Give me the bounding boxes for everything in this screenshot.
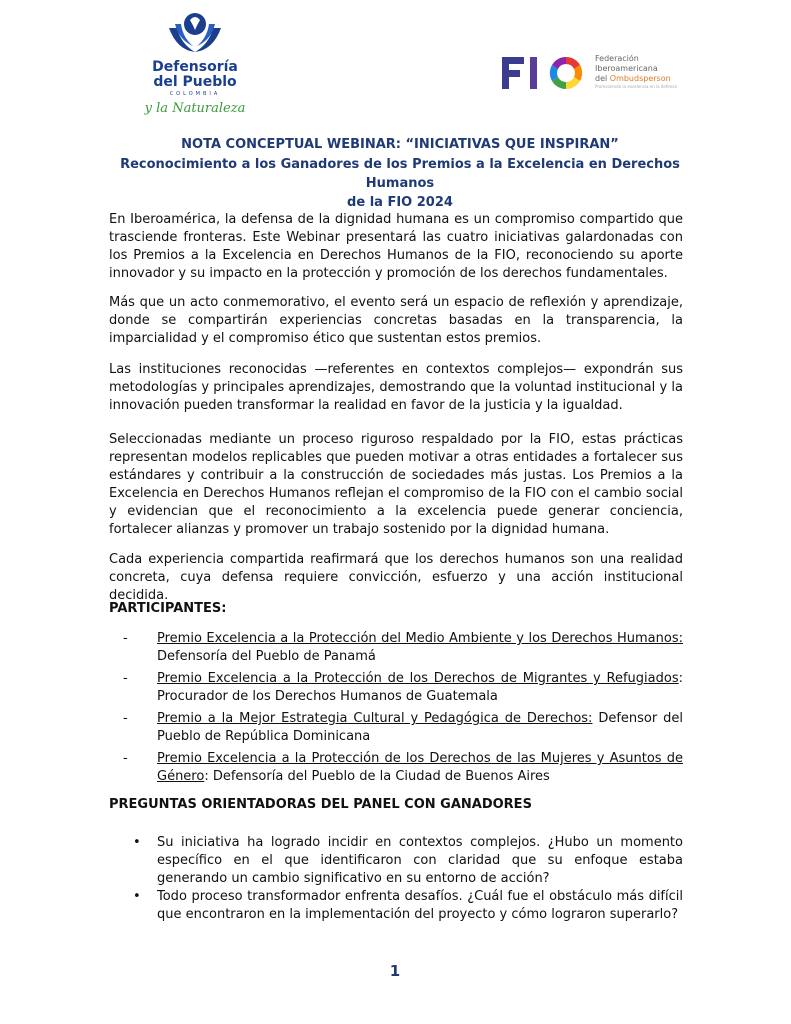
paragraph: Cada experiencia compartida reafirmará que los derechos humanos son una realidad concreta, cuya defensa requiere convicción, esfuerzo y una acción institucional decidida. [109, 552, 683, 603]
fio-mark-icon [500, 53, 592, 93]
fio-name-line-3b: Ombudsperson [609, 74, 671, 83]
participant-item [109, 670, 683, 706]
dash-marker: - [123, 671, 128, 686]
question-text: Su iniciativa ha logrado incidir en contextos complejos. ¿Hubo un momento específico en el que identificaron con claridad que su enfoque estaba generando un cambio significativo en su entorno de acción? [157, 835, 683, 886]
award-winner: : Defensoría del Pueblo de la Ciudad de Buenos Aires [204, 769, 550, 784]
fio-name-line-3 [595, 74, 700, 84]
questions-title: PREGUNTAS ORIENTADORAS DEL PANEL CON GANADORES [109, 797, 532, 812]
participants-title: PARTICIPANTES: [109, 601, 227, 616]
question-item [109, 834, 683, 888]
fio-name [595, 54, 700, 90]
paragraph: Más que un acto conmemorativo, el evento será un espacio de reflexión y aprendizaje, donde se compartirán experiencias concretas basadas en la transparencia, la imparcialidad y el compromiso ético que sustentan estos premios. [109, 295, 683, 346]
defensoria-logo [145, 8, 245, 120]
dash-marker: - [123, 711, 128, 726]
participant-item [109, 630, 683, 666]
doc-subtitle [100, 155, 700, 212]
question-text: Todo proceso transformador enfrenta desafíos. ¿Cuál fue el obstáculo más difícil que encontraron en la implementación del proyecto y cómo lograron superarlo? [157, 889, 683, 922]
doc-subtitle-line-2: de la FIO 2024 [347, 195, 453, 210]
paragraph: En Iberoamérica, la defensa de la dignidad humana es un compromiso compartido que trasciende fronteras. Este Webinar presentará las cuatro iniciativas galardonadas con los Premios a la Excelencia en Derechos Humanos de la FIO, reconociendo su aporte innovador y su impacto en la protección y promoción de los derechos fundamentales. [109, 212, 683, 281]
doc-title: NOTA CONCEPTUAL WEBINAR: “INICIATIVAS QUE INSPIRAN” [181, 137, 619, 152]
paragraph: Las instituciones reconocidas —referentes en contextos complejos— expondrán sus metodologías y principales aprendizajes, demostrando que la voluntad institucional y la innovación pueden transformar la realidad en favor de la justicia y la igualdad. [109, 362, 683, 413]
doc-subtitle-line-1: Reconocimiento a los Ganadores de los Premios a la Excelencia en Derechos Humanos [120, 157, 680, 191]
logo-tagline: y la Naturaleza [144, 101, 246, 116]
logo-line-2: del Pueblo [153, 74, 237, 90]
award-name: Premio Excelencia a la Protección de los Derechos de Migrantes y Refugiados [157, 671, 679, 686]
dash-marker: - [123, 751, 128, 766]
fio-tagline: Promoviendo la excelencia en la defensa [595, 84, 677, 89]
dash-marker: - [123, 631, 128, 646]
award-name: Premio a la Mejor Estrategia Cultural y Pedagógica de Derechos: [157, 711, 593, 726]
award-winner: : Procurador de los Derechos Humanos de Guatemala [157, 671, 683, 704]
fio-name-line-1: Federación [595, 54, 639, 63]
bullet-marker: • [133, 889, 141, 904]
question-item [109, 888, 683, 924]
hands-globe-icon [165, 8, 225, 56]
fio-logo [500, 50, 700, 96]
page-number: 1 [389, 962, 401, 980]
award-name: Premio Excelencia a la Protección de los Derechos de las Mujeres y Asuntos de Género [157, 751, 683, 784]
award-name: Premio Excelencia a la Protección del Medio Ambiente y los Derechos Humanos: [157, 631, 683, 646]
fio-name-line-2: Iberoamericana [595, 64, 658, 73]
questions-list [109, 834, 683, 924]
paragraph: Seleccionadas mediante un proceso riguroso respaldado por la FIO, estas prácticas representan modelos replicables que pueden motivar a otras entidades a fortalecer sus estándares y contribuir a la construcción de sociedades más justas. Los Premios a la Excelencia en Derechos Humanos reflejan el compromiso de la FIO con el cambio social y evidencian que el reconocimiento a la excelencia puede generar conciencia, fortalecer alianzas y promover un trabajo sostenido por la dignidad humana. [109, 432, 683, 537]
bullet-marker: • [133, 835, 141, 850]
participant-item [109, 750, 683, 786]
award-winner: Defensor del Pueblo de República Dominicana [157, 711, 683, 744]
participant-item [109, 710, 683, 746]
award-winner: Defensoría del Pueblo de Panamá [157, 649, 376, 664]
participants-list [109, 630, 683, 790]
logo-line-3: COLOMBIA [169, 91, 221, 97]
logo-line-1: Defensoría [152, 59, 238, 75]
fio-name-line-3a: del [595, 74, 610, 83]
